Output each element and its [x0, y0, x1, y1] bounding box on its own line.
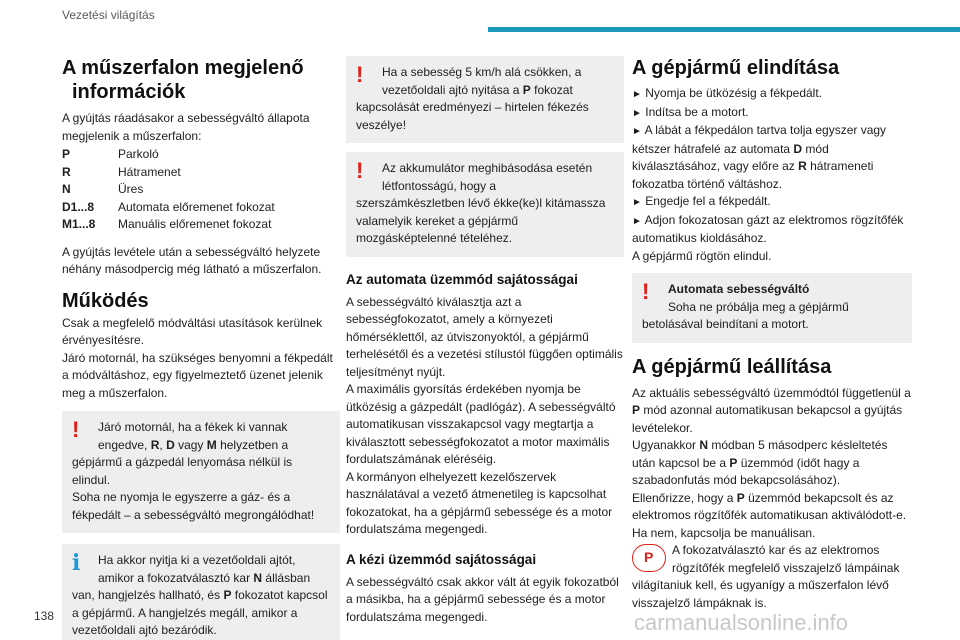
heading-automata: Az automata üzemmód sajátosságai	[346, 271, 578, 287]
info-paragraph: A gyújtás ráadásakor a sebességváltó állapota megjelenik a műszerfalon:	[62, 111, 310, 143]
parking-brake-note: P A fokozatválasztó kar és az elektromos rögzítőfék megfelelő visszajelző lámpáinak világítaniuk kell, és ugyanígy a műszerfalon lévő visszajelző lámpáknak is.	[632, 542, 912, 612]
info-icon: i	[72, 550, 81, 576]
start-end-text: A gépjármű rögtön elindul.	[632, 248, 772, 263]
list-item: ► Indítsa be a motort.	[632, 104, 749, 119]
heading-info: A műszerfalon megjelenő információk	[62, 57, 304, 103]
gear-row: N Üres	[62, 182, 144, 196]
stop-paragraph-3: Ellenőrizze, hogy a P üzemmód bekapcsolt és az elektromos rögzítőfék automatikusan aktiválódott-e. Ha nem, kapcsolja be manuálisan.	[632, 490, 907, 540]
heading-kezi: A kézi üzemmód sajátosságai	[346, 551, 537, 567]
header-title: Vezetési világítás	[62, 8, 155, 22]
list-item: ► A lábát a fékpedálon tartva tolja egyszer vagy kétszer hátrafelé az automata D mód kiválasztásához, vagy előre az R hátrameneti fokozatba történő váltáshoz.	[632, 123, 887, 191]
gear-list	[62, 146, 340, 234]
gear-row: P Parkoló	[62, 147, 159, 161]
gear-row: R Hátramenet	[62, 164, 181, 179]
automata-paragraph-2: A maximális gyorsítás érdekében nyomja be ütközésig a gázpedált (padlógáz). A sebességváltó automatikusan visszakapcsol vagy megtartja a kiválasztott sebességfokozatot a motor maximális fordulatszámának eléréséig.	[346, 382, 616, 466]
page-number: 138	[34, 609, 55, 623]
header-accent-bar	[488, 27, 960, 32]
list-item: ► Adjon fokozatosan gázt az elektromos rögzítőfék automatikus kioldásához.	[632, 212, 904, 245]
list-item: ► Nyomja be ütközésig a fékpedált.	[632, 86, 823, 100]
heading-stop: A gépjármű leállítása	[632, 355, 832, 378]
list-item: ► Engedje fel a fékpedált.	[632, 194, 771, 208]
kezi-paragraph: A sebességváltó csak akkor vált át egyik fokozatból a másikba, ha a gépjármű sebessége és a motor fordulatszáma megengedi.	[346, 574, 619, 624]
warning-icon: !	[356, 158, 364, 183]
warning-icon: !	[642, 279, 650, 304]
heading-start: A gépjármű elindítása	[632, 57, 840, 79]
watermark: carmanualsonline.info	[634, 610, 849, 635]
mukodes-paragraph-1: Csak a megfelelő módváltási utasítások kerülnek érvényesítésre.	[62, 315, 323, 347]
mukodes-paragraph-2: Járó motornál, ha szükséges benyomni a fékpedált a módváltáshoz, egy figyelmeztető üzenet jelenik meg a műszerfalon.	[62, 350, 333, 400]
column-3	[632, 52, 912, 612]
column-1	[62, 52, 340, 640]
stop-paragraph-2: Ugyanakkor N módban 5 másodperc késleltetés után kapcsol be a P üzemmód (időt hagy a szabadonfutás mód bekapcsolásához).	[632, 438, 888, 487]
warning-icon: !	[72, 417, 80, 442]
start-steps	[632, 85, 912, 265]
gear-row: D1...8 Automata előremenet fokozat	[62, 199, 275, 214]
column-2	[346, 52, 624, 626]
warning-box-speed: ! Ha a sebesség 5 km/h alá csökken, a vezetőoldali ajtó nyitása a P fokozat kapcsolását eredményezi – hirtelen fékezés veszélye!	[346, 56, 624, 143]
parking-brake-icon	[632, 544, 666, 572]
heading-mukodes: Működés	[62, 289, 149, 312]
after-ignition-paragraph: A gyújtás levétele után a sebességváltó helyzete néhány másodpercig még látható a műszerfalon.	[62, 244, 322, 276]
warning-box-brakes: ! Járó motornál, ha a fékek ki vannak engedve, R, D vagy M helyzetben a gépjármű a gázpedál lenyomása nélkül is elindul. Soha ne nyomja le egyszerre a gáz- és a fékpedált – a sebességváltó megrongálódhat!	[62, 411, 340, 533]
warning-icon: !	[356, 62, 364, 87]
stop-paragraph-1: Az aktuális sebességváltó üzemmódtól függetlenül a P mód azonnal automatikusan bekapcsol a gyújtás levételekor.	[632, 385, 911, 435]
info-box-door: i Ha akkor nyitja ki a vezetőoldali ajtót, amikor a fokozatválasztó kar N állásban van, hangjelzés hallható, és P fokozatot kapcsol a gépjármű. A hangjelzés megáll, amikor a vezetőoldali ajtó bezáródik.	[62, 544, 340, 640]
warning-box-battery: ! Az akkumulátor meghibásodása esetén létfontosságú, hogy a szerszámkészletben lévő ékke(ke)l kitámassza valamelyik kereket a gépjármű mozgásképtelenné tételéhez.	[346, 152, 624, 257]
warning-box-automata: ! Automata sebességváltó Soha ne próbálja meg a gépjármű betolásával beindítani a motort.	[632, 273, 912, 343]
automata-paragraph-3: A kormányon elhelyezett kezelőszervek használatával a vezető átmenetileg is kapcsolhat fokozatokat, ha a gépjármű sebessége és a motor fordulatszáma megengedi.	[346, 469, 613, 536]
automata-paragraph-1: A sebességváltó kiválasztja azt a sebességfokozatot, amely a környezeti hőmérséklettől, az útviszonyoktól, a gépjármű terhelésétől és a vezetési stílustól függően optimális teljesítményt nyújt.	[346, 294, 623, 379]
gear-row: M1...8 Manuális előremenet fokozat	[62, 217, 272, 231]
